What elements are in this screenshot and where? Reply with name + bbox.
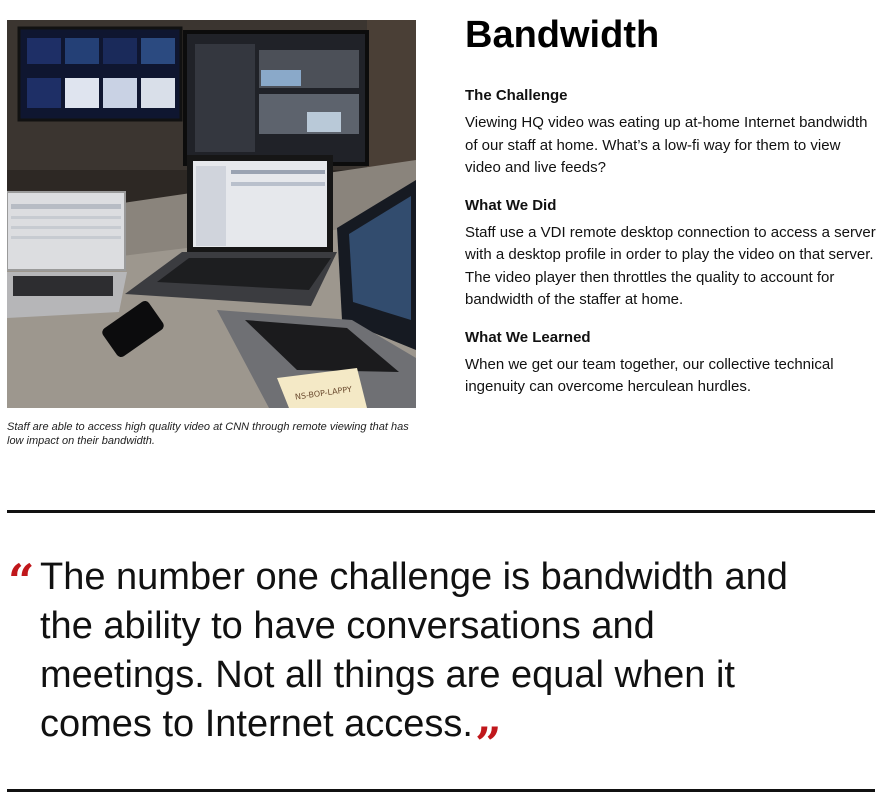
section-what-we-learned: [465, 328, 880, 399]
section-body: Viewing HQ video was eating up at-home Internet bandwidth of our staff at home. What’s a low-fi way for them to view video and live feeds?: [465, 114, 868, 176]
sticky-note-label: NS-BOP-LAPPY: [294, 384, 353, 402]
photo-home-workstation: [7, 20, 416, 408]
article-column: [465, 12, 880, 415]
section-body: Staff use a VDI remote desktop connection to access a server with a desktop profile in order to play the video on that server. The video player then throttles the quality to account for bandwidth of the staffer at home.: [465, 223, 876, 308]
section-body: When we get our team together, our collective technical ingenuity can overcome herculean hurdles.: [465, 355, 834, 395]
section-challenge: [465, 86, 880, 180]
quote-body: The number one challenge is bandwidth and the ability to have conversations and meetings. Not all things are equal when it comes to Internet access.: [40, 556, 788, 745]
open-quote-mark: “: [8, 554, 35, 608]
page-title: Bandwidth: [465, 14, 660, 56]
divider-bottom: [7, 789, 875, 792]
section-heading: What We Learned: [465, 328, 591, 346]
pull-quote-text: [40, 553, 820, 771]
divider-top: [7, 510, 875, 513]
section-heading: The Challenge: [465, 87, 568, 104]
section-heading: What We Did: [465, 196, 557, 214]
section-what-we-did: [465, 196, 880, 312]
photo-caption: Staff are able to access high quality video at CNN through remote viewing that has low impact on their bandwidth.: [7, 421, 409, 447]
close-quote-mark: ”: [474, 717, 502, 771]
